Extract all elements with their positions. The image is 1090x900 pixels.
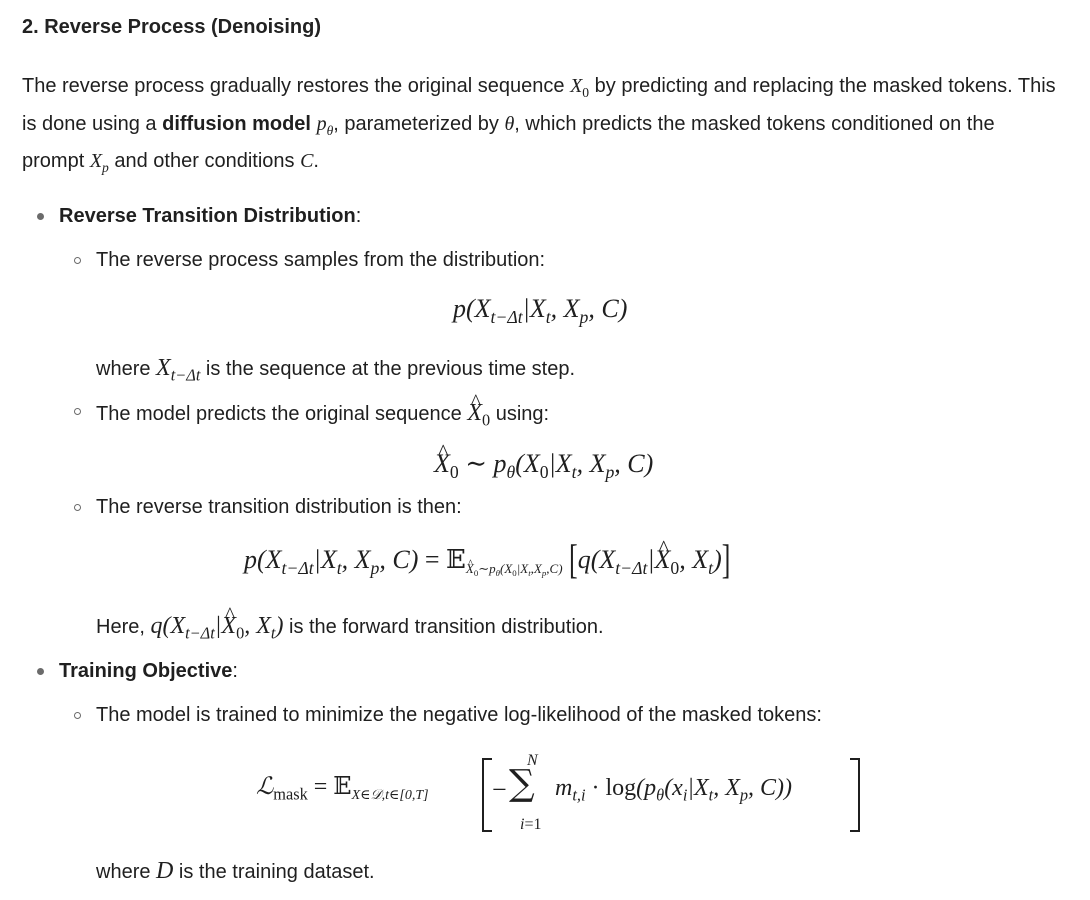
equation-reverse-distribution: $p(X_{t-\Delta t}|X_t$, $X_p$, C) <box>453 294 628 328</box>
equation-loss: ℒ$_{mask}$ = 𝔼$_{X\in 𝒟,t\in[0,T]}$ <box>256 772 429 804</box>
training-objective-label: Training Objective: <box>59 660 238 682</box>
circle-bullet <box>74 257 81 264</box>
list-item-text: Here, $q(X_{t-\Delta t}|\^{}$ $X_0$, $X_t$) is the forward transition distribution. <box>96 613 604 640</box>
right-bracket <box>846 757 866 833</box>
reverse-transition-label: Reverse Transition Distribution: <box>59 205 362 227</box>
list-item-text: The model predicts the original sequence ^ $X_0$ using: <box>96 400 549 427</box>
intro-paragraph: The reverse process gradually restores the original sequence $X_0$ by predicting and replacing the masked tokens. This is done using a diffusion model $p_\theta$, parameterized by θ, which predicts the masked tokens conditioned on the prompt $X_p$ and other conditions C. <box>22 75 1056 175</box>
list-item-text: where $X_{t-\Delta t}$ is the sequence at the previous time step. <box>96 355 576 385</box>
list-item-text: The reverse transition distribution is then: <box>96 496 462 518</box>
equation-reverse-transition: $p(X_{t-\Delta t}|X_t$, $X_p$, C) = 𝔼$_{X_0\sim p_\theta(X_0|X_t,X_p,C)}$ [$q(X_{t-\Delta t}|\^{}$ $X_0$, $X_t$)] <box>244 545 730 575</box>
circle-bullet <box>74 408 81 415</box>
minus-sign: − <box>492 775 507 804</box>
list-item-text: The model is trained to minimize the negative log-likelihood of the masked tokens: <box>96 704 822 726</box>
sum-lower-limit: i=1 <box>520 816 542 833</box>
bullet-dot <box>37 668 44 675</box>
circle-bullet <box>74 712 81 719</box>
list-item-text: The reverse process samples from the distribution: <box>96 249 546 271</box>
sum-upper-limit: N <box>527 752 538 769</box>
list-item-text: where D is the training dataset. <box>96 858 375 884</box>
bullet-dot <box>37 213 44 220</box>
sum-symbol: ∑ <box>509 763 535 804</box>
section-heading: 2. Reverse Process (Denoising) <box>22 16 322 38</box>
circle-bullet <box>74 504 81 511</box>
equation-x0-hat: ^ $X_0$ ∼ $p_\theta(X_0|X_t$, $X_p$, C) <box>434 449 653 479</box>
sum-body: $m_{t,i} \cdot \log(p_\theta(x_i|X_t$, $X_p$, C)) <box>555 775 793 805</box>
